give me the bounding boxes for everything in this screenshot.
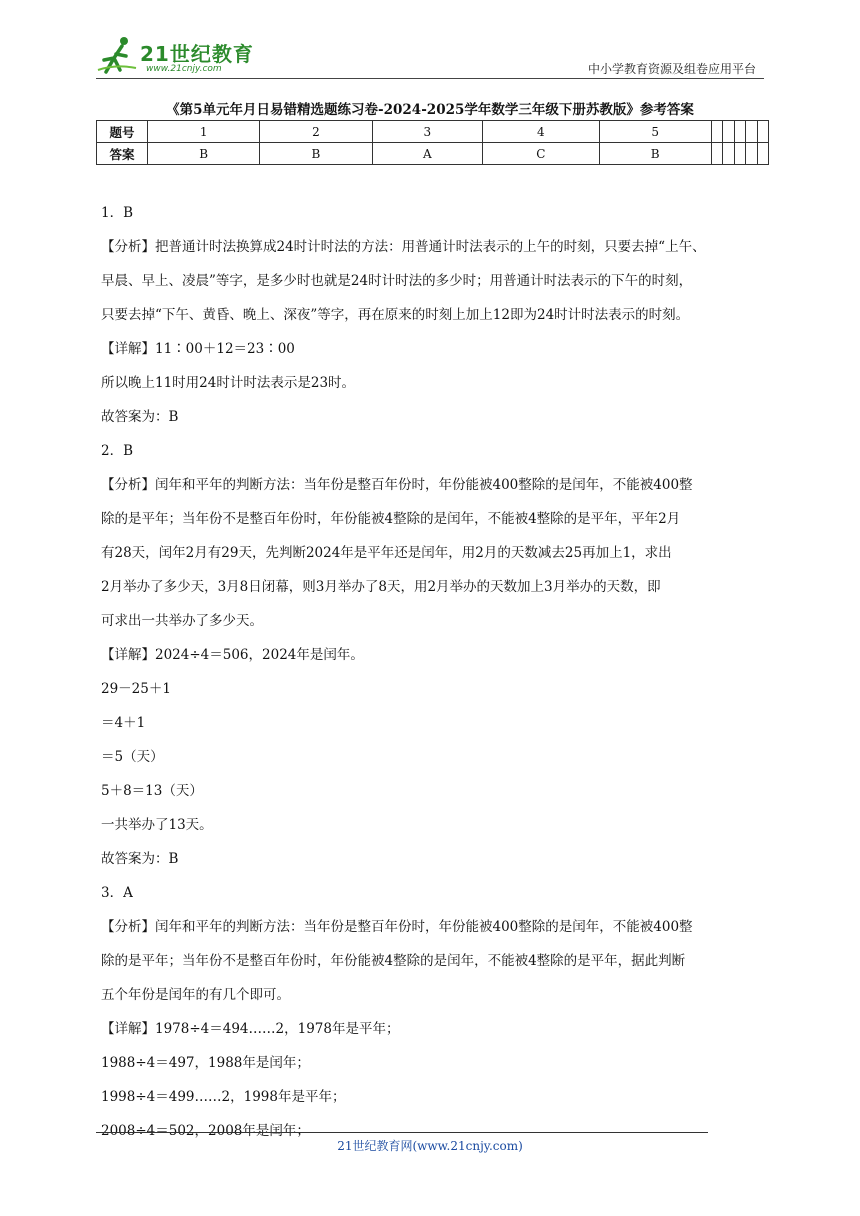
footer-divider [96,1132,708,1133]
logo-url: www.21cnjy.com [146,64,222,74]
text-line: 29－25＋1 [101,681,171,697]
text-line: 【详解】11∶00＋12＝23∶00 [101,341,295,357]
table-cell [711,121,722,143]
text-line: 5＋8＝13（天） [101,783,203,799]
text-line: 五个年份是闰年的有几个即可。 [101,987,290,1003]
header-divider [96,78,764,79]
text-line: 除的是平年；当年份不是整百年份时，年份能被4整除的是闰年，不能被4整除的是平年，据此判断 [101,953,686,969]
text-line: 有28天，闰年2月有29天，先判断2024年是平年还是闰年，用2月的天数减去25再加上1，求出 [101,545,672,561]
table-cell: B [148,143,260,165]
table-row-answers [97,143,769,165]
table-cell: A [372,143,483,165]
table-cell: C [483,143,599,165]
text-line: 除的是平年；当年份不是整百年份时，年份能被4整除的是闰年，不能被4整除的是平年，平年2月 [101,511,681,527]
table-cell: 4 [483,121,599,143]
table-cell [746,121,757,143]
table-cell [746,143,757,165]
table-cell [757,121,769,143]
table-cell: B [599,143,711,165]
text-line: ＝4＋1 [101,715,146,731]
logo-text: 21世纪教育 [140,42,254,66]
page-footer: 21世纪教育网(www.21cnjy.com) [337,1139,523,1153]
table-cell [711,143,722,165]
text-line: 可求出一共举办了多少天。 [101,613,263,629]
table-cell [734,143,745,165]
runner-icon [96,34,140,76]
text-line: 早晨、早上、凌晨”等字，是多少时也就是24时计时法的多少时；用普通计时法表示的下午的时刻， [101,273,693,289]
page-header [96,30,764,80]
table-cell [723,143,734,165]
table-row-numbers [97,121,769,143]
text-line: 所以晚上11时用24时计时法表示是23时。 [101,375,356,391]
logo [96,34,256,76]
text-line: 【分析】闰年和平年的判断方法：当年份是整百年份时，年份能被400整除的是闰年，不能被400整 [101,919,693,935]
text-line: 故答案为：B [101,851,179,867]
text-line: 只要去掉“下午、黄昏、晚上、深夜”等字，再在原来的时刻上加上12即为24时计时法表示的时刻。 [101,307,690,323]
table-cell: 3 [372,121,483,143]
table-cell: B [260,143,372,165]
text-line: 2008÷4＝502，2008年是闰年； [101,1123,310,1139]
table-cell: 1 [148,121,260,143]
table-row-label: 题号 [97,121,148,143]
text-line: 【分析】把普通计时法换算成24时计时法的方法：用普通计时法表示的上午的时刻，只要去掉“上午、 [101,239,706,255]
text-line: ＝5（天） [101,749,164,765]
table-row-label: 答案 [97,143,148,165]
text-line: 2．B [101,443,134,459]
text-line: 【分析】闰年和平年的判断方法：当年份是整百年份时，年份能被400整除的是闰年，不能被400整 [101,477,693,493]
answer-explanations [101,196,771,1148]
text-line: 1998÷4＝499……2，1998年是平年； [101,1089,346,1105]
text-line: 【详解】1978÷4＝494……2，1978年是平年； [101,1021,400,1037]
table-cell [723,121,734,143]
text-line: 故答案为：B [101,409,179,425]
page-title: 《第5单元年月日易错精选题练习卷-2024-2025学年数学三年级下册苏教版》参考答案 [166,102,694,118]
answer-table [96,120,769,165]
table-cell: 2 [260,121,372,143]
text-line: 2月举办了多少天，3月8日闭幕，则3月举办了8天，用2月举办的天数加上3月举办的天数，即 [101,579,661,595]
text-line: 1988÷4＝497，1988年是闰年； [101,1055,310,1071]
text-line: 3．A [101,885,133,901]
text-line: 1．B [101,205,134,221]
platform-name: 中小学教育资源及组卷应用平台 [587,62,756,76]
table-cell [734,121,745,143]
text-line: 【详解】2024÷4＝506，2024年是闰年。 [101,647,364,663]
table-cell [757,143,769,165]
text-line: 一共举办了13天。 [101,817,213,833]
table-cell: 5 [599,121,711,143]
